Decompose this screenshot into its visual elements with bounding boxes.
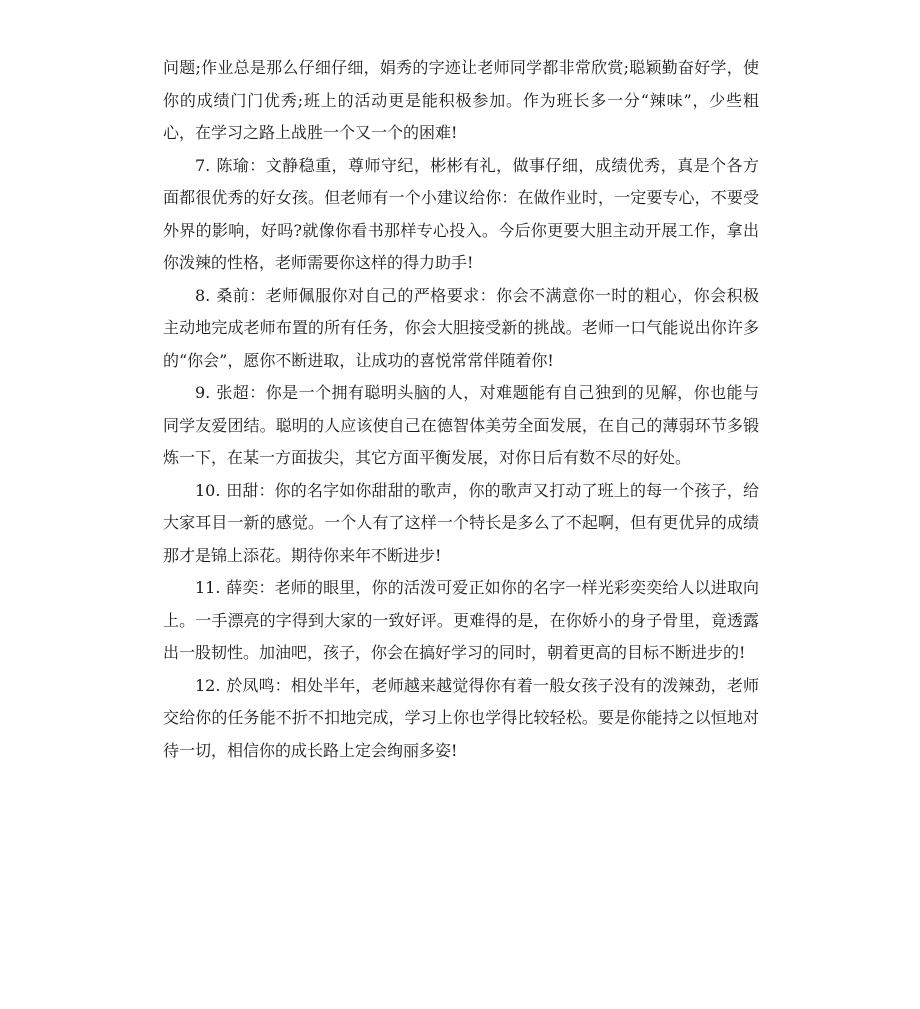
paragraph-text: 田甜：你的名字如你甜甜的歌声，你的歌声又打动了班上的每一个孩子，给大家耳目一新的感觉。一个人有了这样一个特长是多么了不起啊，但有更优异的成绩那才是锦上添花。期待你来年不断进步!: [163, 480, 759, 565]
paragraph-text: 陈瑜：文静稳重，尊师守纪，彬彬有礼，做事仔细，成绩优秀，真是个各方面都很优秀的好女孩。但老师有一个小建议给你：在做作业时，一定要专心，不要受外界的影响，好吗?就像你看书那样专心投入。今后你更要大胆主动开展工作，拿出你泼辣的性格，老师需要你这样的得力助手!: [163, 155, 759, 272]
document-body: [163, 52, 759, 767]
paragraph-text: 薛奕：老师的眼里，你的活泼可爱正如你的名字一样光彩奕奕给人以进取向上。一手漂亮的字得到大家的一致好评。更难得的是，在你娇小的身子骨里，竟透露出一股韧性。加油吧，孩子，你会在搞好学习的同时，朝着更高的目标不断进步的!: [163, 578, 759, 662]
paragraph-text: 张超：你是一个拥有聪明头脑的人，对难题能有自己独到的见解，你也能与同学友爱团结。聪明的人应该使自己在德智体美劳全面发展，在自己的薄弱环节多锻炼一下，在某一方面拔尖，其它方面平衡发展，对你日后有数不尽的好处。: [163, 383, 759, 467]
paragraph-text: 桑前：老师佩服你对自己的严格要求：你会不满意你一时的粗心，你会积极主动地完成老师布置的所有任务，你会大胆接受新的挑战。老师一口气能说出你许多的“你会”，愿你不断进取，让成功的喜悦常常伴随着你!: [163, 285, 759, 370]
comment-item-9: [163, 377, 759, 475]
item-number: 9.: [195, 383, 211, 402]
comment-item-11: [163, 572, 759, 670]
paragraph-text: 於凤鸣：相处半年，老师越来越觉得你有着一般女孩子没有的泼辣劲，老师交给你的任务能不折不扣地完成，学习上你也学得比较轻松。要是你能持之以恒地对待一切，相信你的成长路上定会绚丽多姿!: [163, 675, 759, 760]
item-number: 10.: [195, 480, 221, 500]
paragraph-continuation: [163, 52, 759, 150]
item-number: 12.: [195, 675, 221, 695]
comment-item-7: [163, 150, 759, 280]
comment-item-10: [163, 475, 759, 573]
comment-item-12: [163, 670, 759, 768]
item-number: 8.: [195, 285, 211, 305]
comment-item-8: [163, 280, 759, 378]
item-number: 11.: [195, 578, 221, 597]
item-number: 7.: [195, 155, 211, 175]
paragraph-text: 问题;作业总是那么仔细仔细，娟秀的字迹让老师同学都非常欣赏;聪颖勤奋好学，使你的成绩门门优秀;班上的活动更是能积极参加。作为班长多一分“辣味”，少些粗心，在学习之路上战胜一个又一个的困难!: [163, 58, 759, 142]
